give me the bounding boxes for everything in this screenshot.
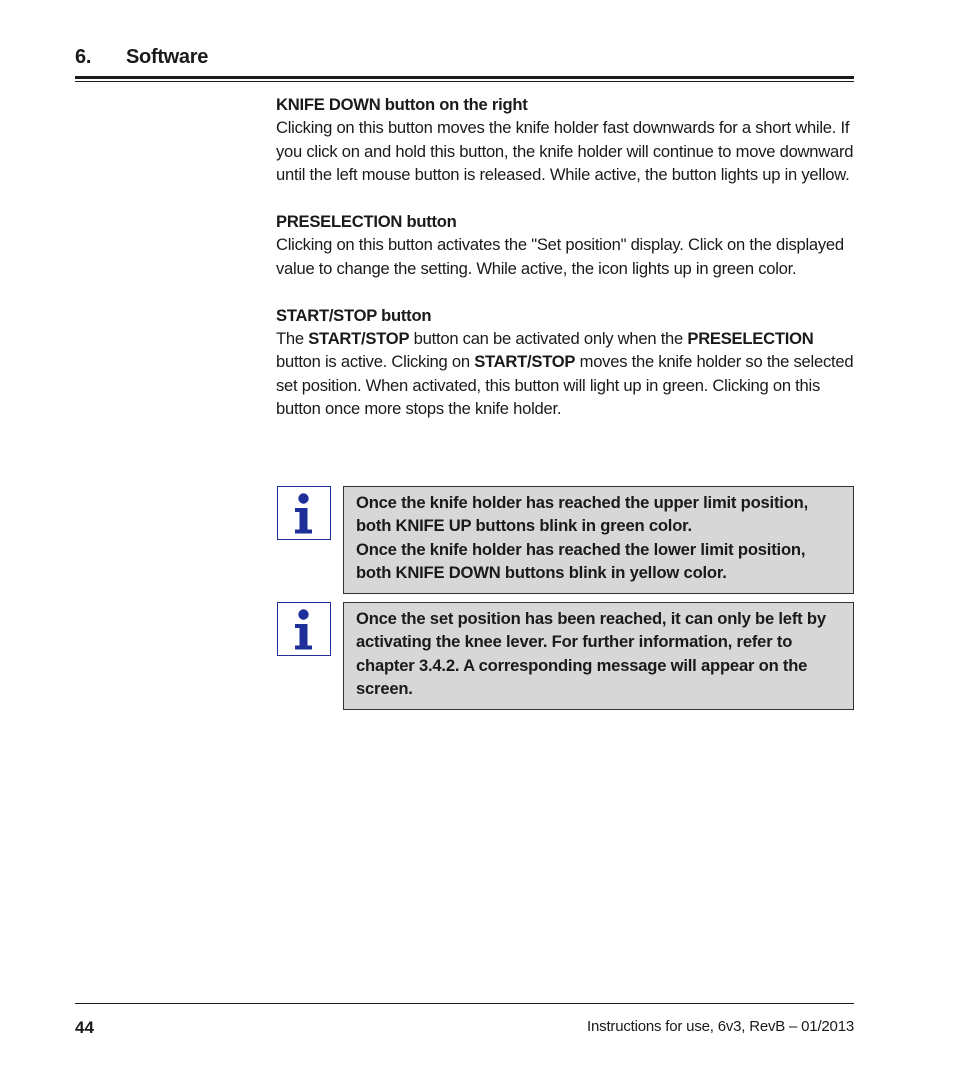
body-text: button can be activated only when the: [409, 329, 688, 349]
section-body: [276, 327, 856, 421]
section-heading: START/STOP button: [276, 305, 432, 325]
main-content: [276, 93, 856, 421]
chapter-title: Software: [126, 46, 209, 68]
note-text: Once the set position has been reached, it can only be left by activating the knee lever. For further information, refer to chapter 3.4.2. A corresponding message will appear on the screen.: [356, 609, 826, 699]
start-stop-term: START/STOP: [474, 352, 576, 372]
start-stop-term: START/STOP: [308, 329, 410, 349]
header-rule-thin: [75, 81, 854, 82]
section-body: Clicking on this button moves the knife holder fast downwards for a short while. If you click on and hold this button, the knife holder will continue to move downward until the left mouse button is released. While active, the button lights up in yellow.: [276, 118, 854, 185]
section-body: Clicking on this button activates the "Set position" display. Click on the displayed value to change the setting. While active, the icon lights up in green color.: [276, 235, 844, 278]
document-reference: Instructions for use, 6v3, RevB – 01/2013: [587, 1018, 854, 1035]
body-text: The: [276, 329, 309, 349]
section-preselection: [276, 210, 856, 280]
section-start-stop: [276, 304, 856, 421]
section-heading: KNIFE DOWN button on the right: [276, 95, 528, 114]
page-number: 44: [75, 1018, 94, 1037]
header-rule-thick: [75, 76, 854, 79]
info-icon: [277, 486, 331, 540]
preselection-term: PRESELECTION: [687, 329, 814, 349]
chapter-number: 6.: [75, 46, 92, 68]
section-knife-down: [276, 93, 856, 187]
note-box: [343, 486, 854, 594]
note-text: Once the knife holder has reached the upper limit position, both KNIFE UP buttons blink in green color.: [356, 493, 808, 536]
chapter-header: [75, 44, 854, 72]
body-text: button is active. Clicking on: [276, 352, 475, 372]
section-heading: PRESELECTION button: [276, 212, 457, 232]
footer-rule: [75, 1003, 854, 1004]
info-icon: [277, 602, 331, 656]
note-text: Once the knife holder has reached the lower limit position, both KNIFE DOWN buttons blink in yellow color.: [356, 539, 806, 583]
body-text: moves the knife holder so the selected set position. When activated, this button will light up in green. Clicking on this button once more stops the knife holder.: [276, 352, 854, 419]
note-box: [343, 602, 854, 710]
